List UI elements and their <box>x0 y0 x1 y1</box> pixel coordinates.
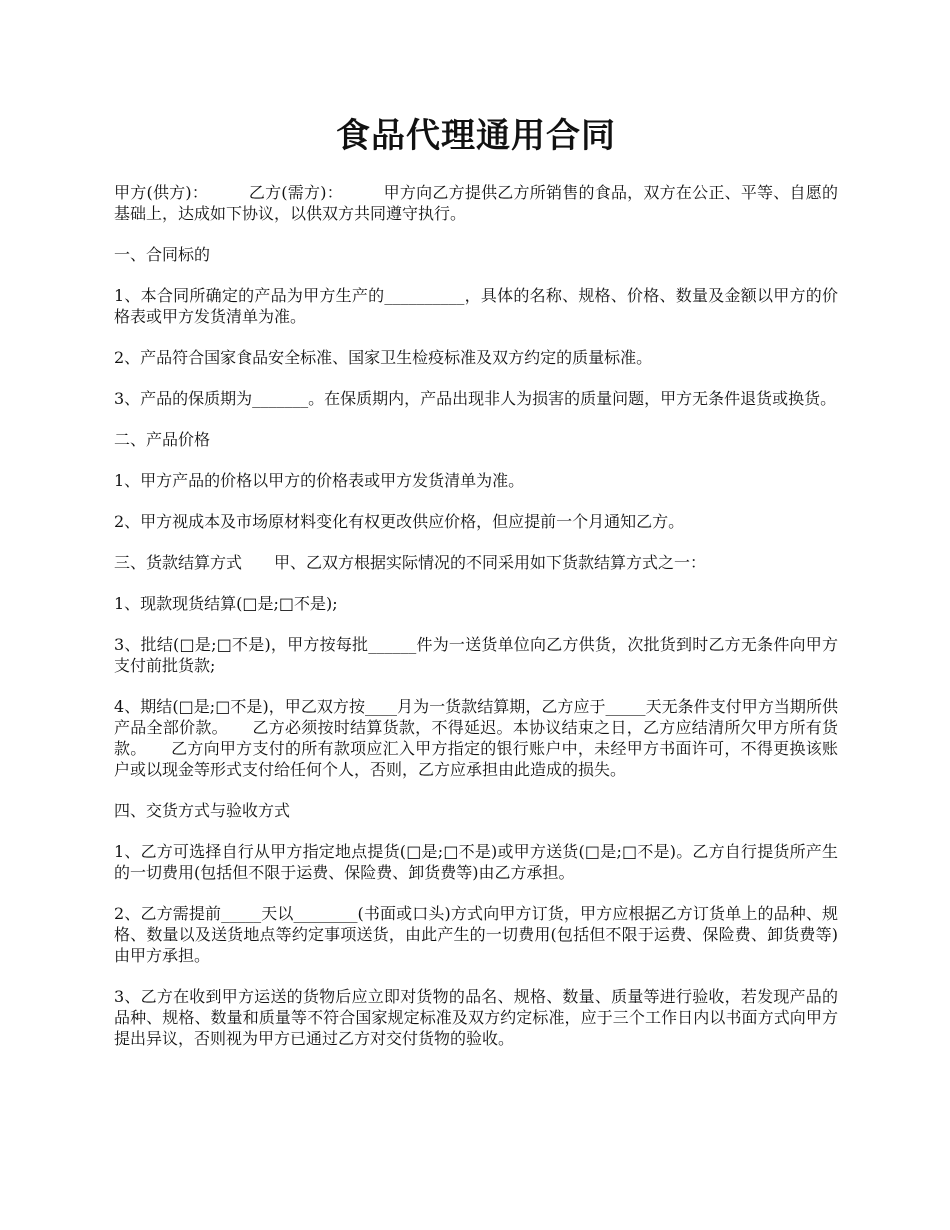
clause-3-4: 4、期结(□是;□不是)，甲乙双方按____月为一货款结算期，乙方应于_____天无条件支付甲方当期所供产品全部价款。 乙方必须按时结算货款，不得延迟。本协议结束之日，乙方应结清所欠甲方所有货款。 乙方向甲方支付的所有款项应汇入甲方指定的银行账户中，未经甲方书面许可，不得更换该账户或以现金等形式支付给任何个人，否则，乙方应承担由此造成的损失。 <box>114 697 838 779</box>
clause-1-1: 1、本合同所确定的产品为甲方生产的__________，具体的名称、规格、价格、数量及金额以甲方的价格表或甲方发货清单为准。 <box>114 286 838 326</box>
clause-4-2: 2、乙方需提前_____天以________(书面或口头)方式向甲方订货，甲方应根据乙方订货单上的品种、规格、数量以及送货地点等约定事项送货，由此产生的一切费用(包括但不限于运费、保险费、卸货费等)由甲方承担。 <box>114 904 838 965</box>
clause-3-1: 1、现款现货结算(□是;□不是); <box>114 594 338 613</box>
clause-4-3: 3、乙方在收到甲方运送的货物后应立即对货物的品名、规格、数量、质量等进行验收，若发现产品的品种、规格、数量和质量等不符合国家规定标准及双方约定标准，应于三个工作日内以书面方式向甲方提出异议，否则视为甲方已通过乙方对交付货物的验收。 <box>114 987 838 1048</box>
section-heading-4: 四、交货方式与验收方式 <box>114 801 291 820</box>
section-heading-2: 二、产品价格 <box>114 430 211 449</box>
section-heading-3: 三、货款结算方式 甲、乙双方根据实际情况的不同采用如下货款结算方式之一： <box>114 553 707 572</box>
intro-paragraph: 甲方(供方)： 乙方(需方)： 甲方向乙方提供乙方所销售的食品，双方在公正、平等、自愿的基础上，达成如下协议，以供双方共同遵守执行。 <box>114 183 838 223</box>
document-title: 食品代理通用合同 <box>336 116 616 156</box>
clause-4-1: 1、乙方可选择自行从甲方指定地点提货(□是;□不是)或甲方送货(□是;□不是)。乙方自行提货所产生的一切费用(包括但不限于运费、保险费、卸货费等)由乙方承担。 <box>114 842 838 882</box>
clause-1-2: 2、产品符合国家食品安全标准、国家卫生检疫标准及双方约定的质量标准。 <box>114 348 653 367</box>
clause-1-3: 3、产品的保质期为_______。在保质期内，产品出现非人为损害的质量问题，甲方无条件退货或换货。 <box>114 389 837 408</box>
document-body <box>114 182 838 1049</box>
clause-2-2: 2、甲方视成本及市场原材料变化有权更改供应价格，但应提前一个月通知乙方。 <box>114 512 685 531</box>
section-heading-1: 一、合同标的 <box>114 245 211 264</box>
clause-3-3: 3、批结(□是;□不是)，甲方按每批______件为一送货单位向乙方供货，次批货到时乙方无条件向甲方支付前批货款; <box>114 635 838 675</box>
clause-2-1: 1、甲方产品的价格以甲方的价格表或甲方发货清单为准。 <box>114 471 525 490</box>
